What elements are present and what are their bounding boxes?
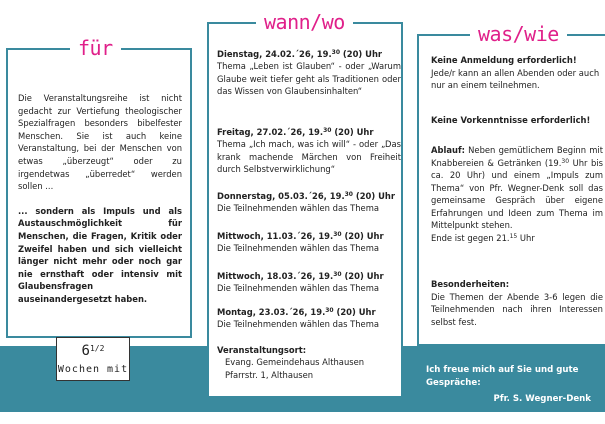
date-line xyxy=(217,126,401,138)
wann-wo-panel xyxy=(207,22,403,398)
heading-fuer: für xyxy=(70,37,121,59)
date-minutes: 30 xyxy=(344,191,353,198)
logo-number xyxy=(57,341,129,359)
fuer-paragraph-1: Die Veranstaltungsreihe ist nicht gedacht zur Vertiefung theologischer Spezialfragen besonders bibelfester Menschen. Sie ist auch keine Veranstaltung, bei der Menschen von etwas „überzeugt“ oder zu irgendetwas „überredet“ werden sollen ... xyxy=(18,93,182,192)
date-line xyxy=(217,306,401,318)
date-topic: Die Teilnehmenden wählen das Thema xyxy=(217,283,379,294)
date-topic: Thema „Ich mach, was ich will“ - oder „Das krank machende Märchen von Freiheit durch Selbstverwirklichung“ xyxy=(217,139,401,175)
date-entry xyxy=(217,230,401,255)
date-text: Montag, 23.03.´26, 19. xyxy=(217,307,326,317)
date-topic: Thema „Leben ist Glauben“ - oder „Warum Glaube weit tiefer geht als Traditionen oder das Wissen von Glaubensinhalten“ xyxy=(217,61,401,97)
besonderheiten-block xyxy=(431,278,603,328)
ablauf-sup: 30 xyxy=(561,157,570,165)
fuer-paragraph-2: ... sondern als Impuls und als Austauschmöglichkeit für Menschen, die Fragen, Kritik oder Zweifel haben und sich vielleicht länger nicht mehr oder noch gar nie ernsthaft oder intensiv mit Glaubensfragen auseinandergesetzt haben. xyxy=(18,205,182,304)
logo-number-value: 6 xyxy=(81,343,90,359)
date-time: (20) Uhr xyxy=(333,307,376,317)
date-minutes: 30 xyxy=(323,127,332,134)
logo-fraction: 1/2 xyxy=(89,344,105,353)
date-line xyxy=(217,230,401,242)
date-text: Dienstag, 24.02.´26, 19. xyxy=(217,49,332,59)
date-text: Donnerstag, 05.03.´26, 19. xyxy=(217,191,345,201)
date-entry xyxy=(217,306,401,331)
anmeldung-text: Jede/r kann an allen Abenden oder auch nur an einem teilnehmen. xyxy=(431,67,600,90)
heading-was-wie: was/wie xyxy=(470,23,567,45)
date-topic: Die Teilnehmenden wählen das Thema xyxy=(217,243,379,254)
location-block xyxy=(217,344,401,381)
logo-word: Wochen mit xyxy=(57,364,129,375)
date-text: Mittwoch, 18.03.´26, 19. xyxy=(217,271,334,281)
anmeldung-block xyxy=(431,54,603,92)
date-line xyxy=(217,270,401,282)
date-minutes: 30 xyxy=(331,49,341,56)
date-time: (20) Uhr xyxy=(331,127,374,137)
date-entry xyxy=(217,190,401,215)
anmeldung-title: Keine Anmeldung erforderlich! xyxy=(431,55,577,65)
location-line-2: Pfarrstr. 1, Althausen xyxy=(225,369,314,380)
date-time: (20) Uhr xyxy=(340,49,383,59)
location-label: Veranstaltungsort: xyxy=(217,345,307,355)
logo-6-halb-wochen-mit xyxy=(56,337,130,381)
date-topic: Die Teilnehmenden wählen das Thema xyxy=(217,319,379,330)
date-topic: Die Teilnehmenden wählen das Thema xyxy=(217,203,379,214)
vorkenntnisse-title: Keine Vorkenntnisse erforderlich! xyxy=(431,115,591,125)
fuer-text xyxy=(18,92,182,306)
besonderheiten-title: Besonderheiten: xyxy=(431,279,510,289)
closing-text: Ich freue mich auf Sie und gute Gespräche: xyxy=(426,365,579,388)
date-time: (20) Uhr xyxy=(352,191,396,201)
location-line-1: Evang. Gemeindehaus Althausen xyxy=(225,357,365,368)
ablauf-block xyxy=(431,144,603,244)
date-entry xyxy=(217,48,401,98)
ende-text: Ende ist gegen 21. xyxy=(431,232,510,243)
vorkenntnisse-block xyxy=(431,114,603,127)
ablauf-text-2: Uhr bis ca. 20 Uhr) und einem „Impuls zum Thema“ von Pfr. Wegner-Denk soll das gemeinsame Gespräch über eigene Erfahrungen und Ideen zum Thema im Mittelpunkt stehen. xyxy=(431,157,603,230)
date-line xyxy=(217,190,401,202)
besonderheiten-text: Die Themen der Abende 3-6 legen die Teilnehmenden nach ihren Interessen selbst fest. xyxy=(431,291,603,327)
date-text: Freitag, 27.02.´26, 19. xyxy=(217,127,324,137)
ende-sup: 15 xyxy=(509,232,518,240)
date-text: Mittwoch, 11.03.´26, 19. xyxy=(217,231,334,241)
date-time: (20) Uhr xyxy=(341,271,384,281)
date-line xyxy=(217,48,401,60)
signature: Pfr. S. Wegner-Denk xyxy=(493,394,591,404)
ablauf-text: Neben gemütlichem Beginn mit Knabbereien & Getränken (19. xyxy=(431,145,603,168)
date-minutes: 30 xyxy=(333,271,342,278)
date-entry xyxy=(217,270,401,295)
ablauf-label: Ablauf: xyxy=(431,145,465,155)
heading-wann-wo: wann/wo xyxy=(256,11,353,33)
date-minutes: 30 xyxy=(325,307,334,314)
fuer-panel xyxy=(6,48,192,338)
ende-after: Uhr xyxy=(517,232,535,243)
date-time: (20) Uhr xyxy=(341,231,384,241)
date-entry xyxy=(217,126,401,176)
was-wie-panel xyxy=(417,34,605,346)
date-minutes: 30 xyxy=(333,231,342,238)
